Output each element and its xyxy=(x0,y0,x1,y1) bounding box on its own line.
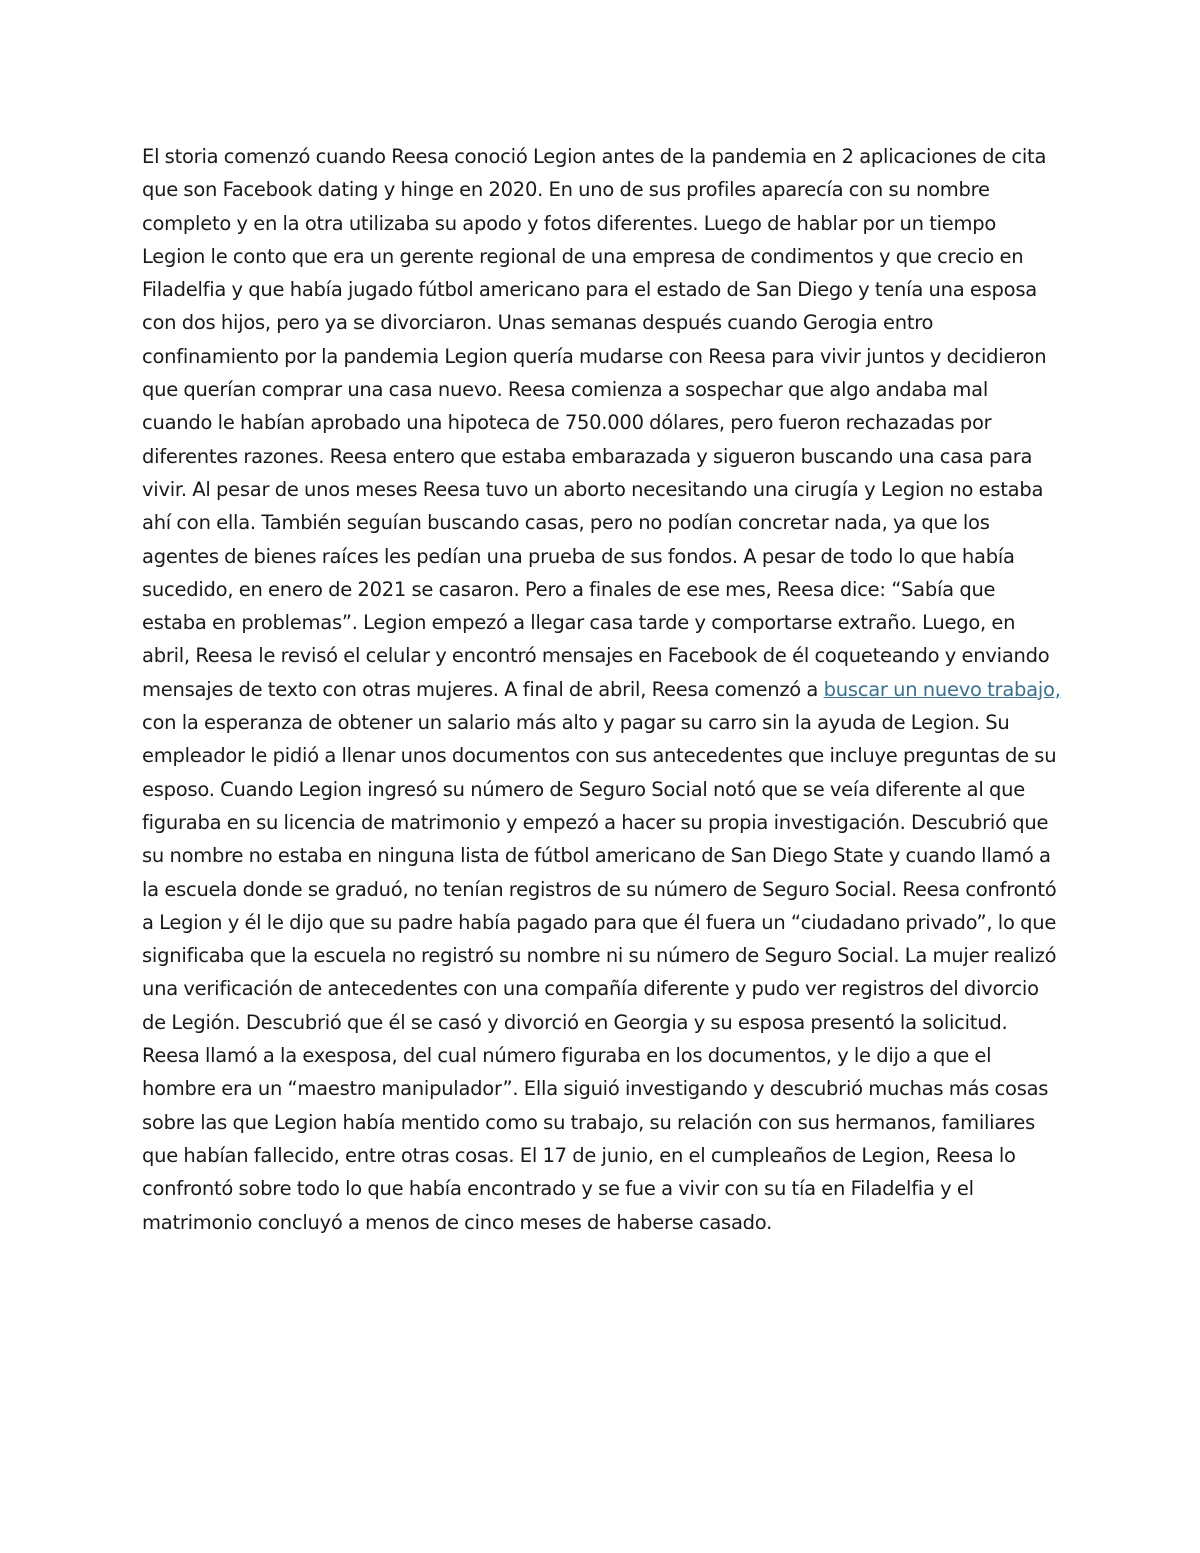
body-paragraph xyxy=(142,140,1062,1239)
job-search-link[interactable]: buscar un nuevo trabajo, xyxy=(823,677,1061,701)
paragraph-text-after-link: con la esperanza de obtener un salario más alto y pagar su carro sin la ayuda de Legion. Su empleador le pidió a llenar unos documentos con sus antecedentes que incluye preguntas de su esposo. Cuando Legion ingresó su número de Seguro Social notó que se veía diferente al que figuraba en su licencia de matrimonio y empezó a hacer su propia investigación. Descubrió que su nombre no estaba en ninguna lista de fútbol americano de San Diego State y cuando llamó a la escuela donde se graduó, no tenían registros de su número de Seguro Social. Reesa confrontó a Legion y él le dijo que su padre había pagado para que él fuera un “ciudadano privado”, lo que significaba que la escuela no registró su nombre ni su número de Seguro Social. La mujer realizó una verificación de antecedentes con una compañía diferente y pudo ver registros del divorcio de Legión. Descubrió que él se casó y divorció en Georgia y su esposa presentó la solicitud. Reesa llamó a la exesposa, del cual número figuraba en los documentos, y le dijo a que el hombre era un “maestro manipulador”. Ella siguió investigando y descubrió muchas más cosas sobre las que Legion había mentido como su trabajo, su relación con sus hermanos, familiares que habían fallecido, entre otras cosas. El 17 de junio, en el cumpleaños de Legion, Reesa lo confrontó sobre todo lo que había encontrado y se fue a vivir con su tía en Filadelfia y el matrimonio concluyó a menos de cinco meses de haberse casado. xyxy=(142,711,1057,1234)
paragraph-text-before-link: El storia comenzó cuando Reesa conoció Legion antes de la pandemia en 2 aplicaciones de cita que son Facebook dating y hinge en 2020. En uno de sus profiles aparecía con su nombre completo y en la otra utilizaba su apodo y fotos diferentes. Luego de hablar por un tiempo Legion le conto que era un gerente regional de una empresa de condimentos y que crecio en Filadelfia y que había jugado fútbol americano para el estado de San Diego y tenía una esposa con dos hijos, pero ya se divorciaron. Unas semanas después cuando Gerogia entro confinamiento por la pandemia Legion quería mudarse con Reesa para vivir juntos y decidieron que querían comprar una casa nuevo. Reesa comienza a sospechar que algo andaba mal cuando le habían aprobado una hipoteca de 750.000 dólares, pero fueron rechazadas por diferentes razones. Reesa entero que estaba embarazada y sigueron buscando una casa para vivir. Al pesar de unos meses Reesa tuvo un aborto necesitando una cirugía y Legion no estaba ahí con ella. También seguían buscando casas, pero no podían concretar nada, ya que los agentes de bienes raíces les pedían una prueba de sus fondos. A pesar de todo lo que había sucedido, en enero de 2021 se casaron. Pero a finales de ese mes, Reesa dice: “Sabía que estaba en problemas”. Legion empezó a llegar casa tarde y comportarse extraño. Luego, en abril, Reesa le revisó el celular y encontró mensajes en Facebook de él coqueteando y enviando mensajes de texto con otras mujeres. A final de abril, Reesa comenzó a xyxy=(142,145,1050,701)
